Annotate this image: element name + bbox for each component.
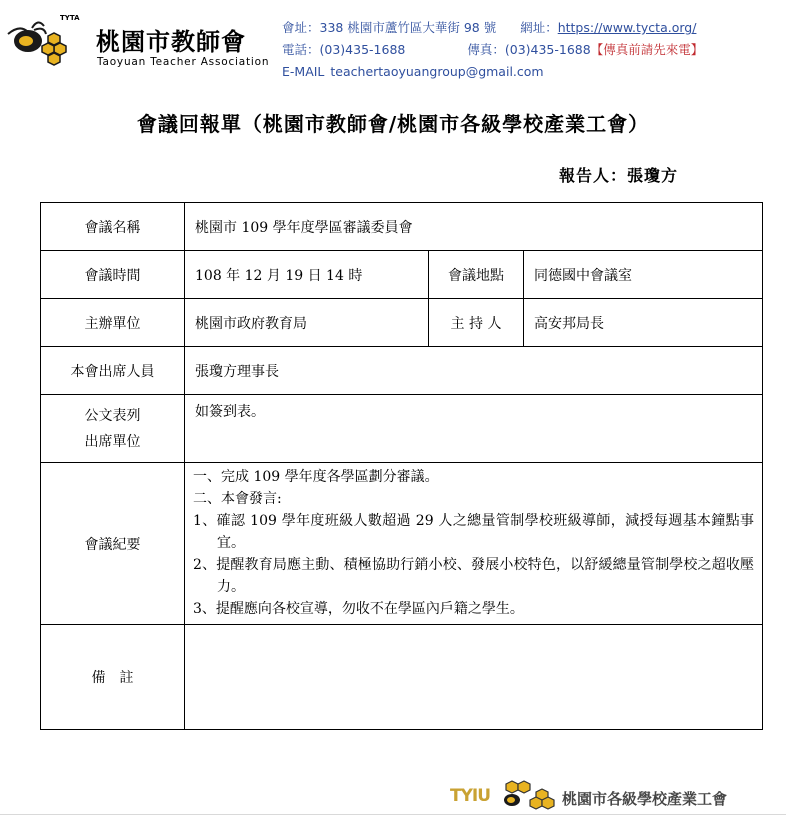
- minutes-label: 會議紀要: [41, 463, 185, 625]
- footer-logo-text: TYIU: [450, 786, 491, 806]
- letterhead: [0, 0, 786, 90]
- organizer-value: 桃園市政府教育局: [185, 299, 429, 347]
- row-attendee: [41, 347, 763, 395]
- row-remarks: [41, 625, 763, 730]
- attendee-label: 本會出席人員: [41, 347, 185, 395]
- location-label: 會議地點: [429, 251, 524, 299]
- contact-line-email: E-MAIL teachertaoyuangroup@gmail.com: [282, 64, 544, 79]
- row-attendance-units: [41, 395, 763, 463]
- meeting-report-table: [40, 202, 763, 730]
- footer-org-name: 桃園市各級學校產業工會: [562, 790, 728, 808]
- row-meeting-name: [41, 203, 763, 251]
- organizer-label: 主辦單位: [41, 299, 185, 347]
- meeting-name-value: 桃園市 109 學年度學區審議委員會: [185, 203, 763, 251]
- minutes-item: 3、提醒應向各校宣導，勿收不在學區內戶籍之學生。: [193, 601, 524, 617]
- row-minutes: [41, 463, 763, 625]
- email[interactable]: teachertaoyuangroup@gmail.com: [330, 64, 544, 79]
- row-organizer: [41, 299, 763, 347]
- attendance-value: 如簽到表。: [185, 395, 763, 463]
- host-value: 高安邦局長: [524, 299, 763, 347]
- logo-tag: TYTA: [60, 14, 80, 22]
- fax: (03)435-1688: [504, 42, 591, 57]
- remarks-value: [185, 625, 763, 730]
- document-title: 會議回報單（桃園市教師會/桃園市各級學校產業工會）: [136, 112, 650, 136]
- minutes-item: 1、確認 109 學年度班級人數超過 29 人之總量管制學校班級導師，減授每週基本鐘點事宜。: [193, 513, 755, 551]
- footer-union-logo: [450, 780, 770, 814]
- reporter: 報告人：張瓊方: [558, 166, 678, 185]
- minutes-item: 一、完成 109 學年度各學區劃分審議。: [193, 469, 439, 485]
- org-name-chinese: 桃園市教師會: [96, 28, 246, 56]
- location-value: 同德國中會議室: [524, 251, 763, 299]
- fax-note: 【傳真前請先來電】: [590, 42, 704, 57]
- meeting-name-label: 會議名稱: [41, 203, 185, 251]
- contact-line-phone: 電話：(03)435-1688 傳真：(03)435-1688【傳真前請先來電】: [282, 42, 704, 57]
- minutes-value: [185, 463, 763, 625]
- row-meeting-time: [41, 251, 763, 299]
- website-link[interactable]: https://www.tycta.org/: [557, 20, 697, 35]
- meeting-time-label: 會議時間: [41, 251, 185, 299]
- minutes-item: 2、提醒教育局應主動、積極協助行銷小校、發展小校特色，以舒緩總量管制學校之超收壓力。: [193, 557, 755, 595]
- org-name-english: Taoyuan Teacher Association: [97, 56, 270, 68]
- phone: (03)435-1688: [319, 42, 406, 57]
- bee-honeycomb-icon: [496, 780, 556, 812]
- contact-line-address: 會址：338 桃園市蘆竹區大華街 98 號 網址：https://www.tycta.org/: [282, 20, 697, 35]
- remarks-label: 備 註: [41, 625, 185, 730]
- minutes-item: 二、本會發言:: [193, 491, 282, 507]
- host-label: 主 持 人: [429, 299, 524, 347]
- attendance-label: 公文表列 出席單位: [41, 395, 185, 463]
- page-bottom-divider: [0, 814, 786, 815]
- attendee-value: 張瓊方理事長: [185, 347, 763, 395]
- address: 338 桃園市蘆竹區大華街 98 號: [319, 20, 497, 35]
- meeting-time-value: 108 年 12 月 19 日 14 時: [185, 251, 429, 299]
